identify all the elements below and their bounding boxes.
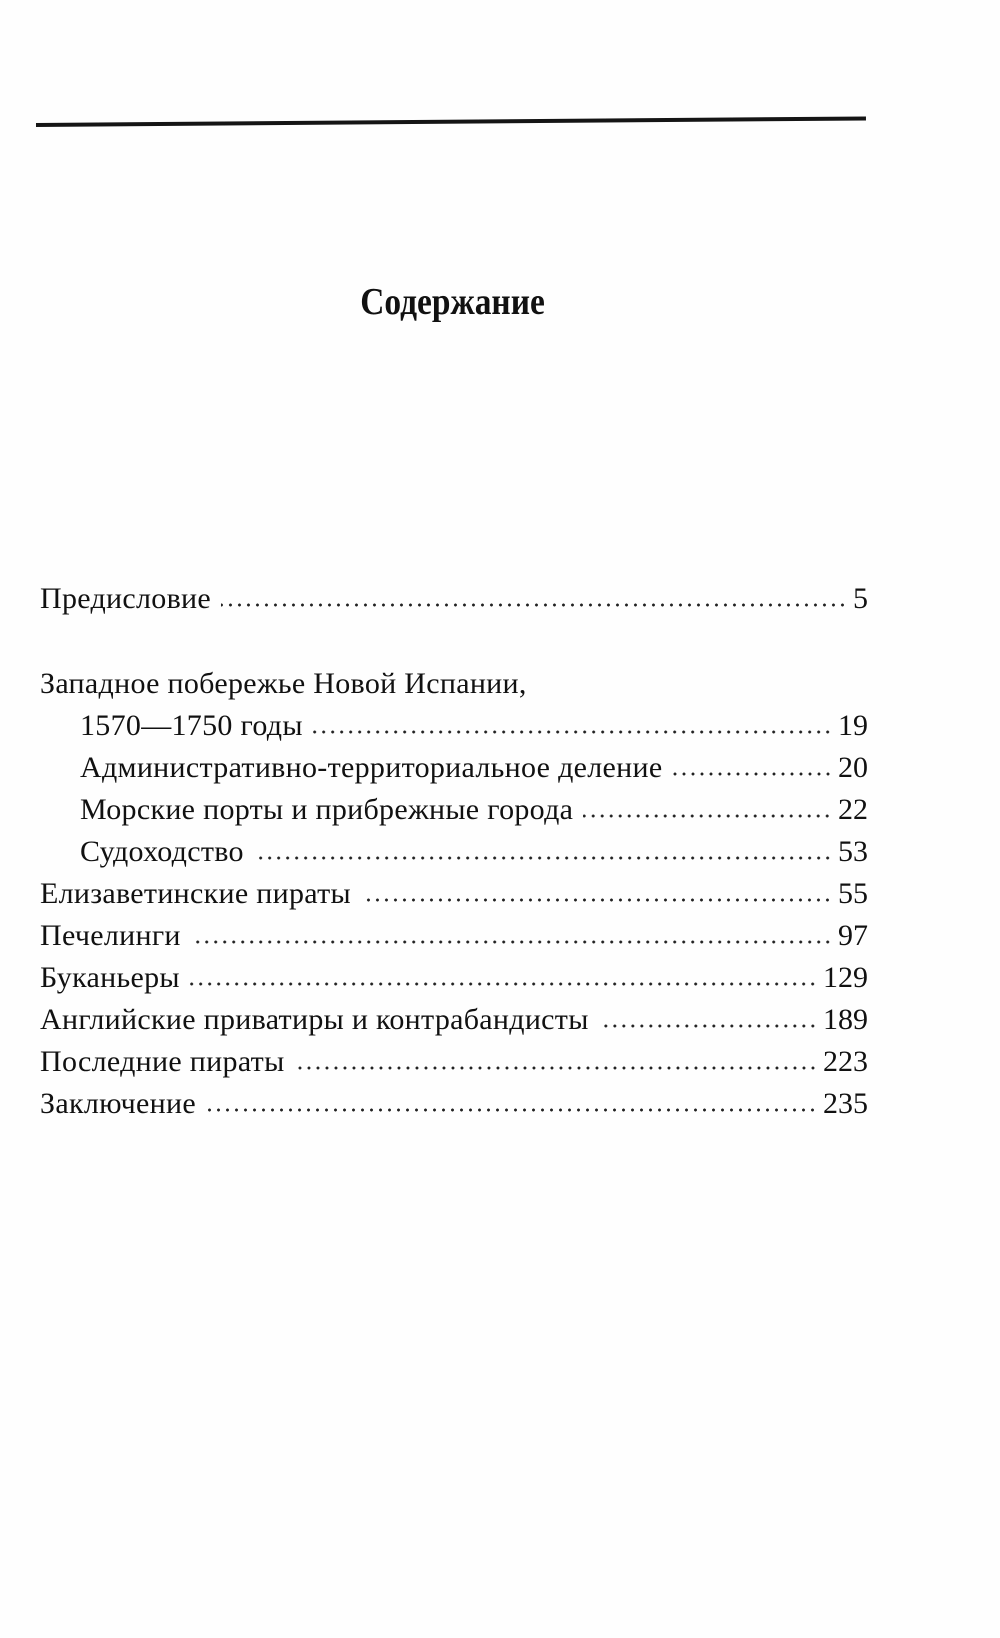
dot-leader [313,730,832,734]
toc-entry-label: Елизаветинские пираты [40,877,352,910]
toc-entry-label: Английские приватиры и контрабандисты [40,1003,589,1036]
toc-entry-label: Административно-территориальное деление [80,751,663,784]
toc-entry-shipping[interactable] [40,831,868,873]
top-rule-divider [36,116,866,127]
page-title: Содержание [360,281,545,323]
toc-entry-label: Западное побережье Новой Испании, [40,667,527,700]
dot-leader [361,898,832,902]
toc-entry-label: Буканьеры [40,961,180,994]
toc-entry-label: Заключение [40,1087,196,1120]
toc-page-number: 129 [823,961,868,994]
toc-entry-english-privateers[interactable] [40,999,868,1041]
toc-page-number: 20 [838,751,868,784]
toc-page-number: 97 [838,919,868,952]
dot-leader [583,814,832,818]
toc-entry-label: Печелинги [40,919,181,952]
toc-entry-elizabethan-pirates[interactable] [40,873,868,915]
dot-leader [599,1024,817,1028]
toc-entry-preface[interactable] [40,578,868,620]
table-of-contents [40,578,868,1125]
toc-page-number: 223 [823,1045,868,1078]
dot-leader [206,1108,817,1112]
toc-entry-last-pirates[interactable] [40,1041,868,1083]
dot-leader [295,1066,817,1070]
dot-leader [190,982,817,986]
dot-leader [191,940,832,944]
toc-page-number: 55 [838,877,868,910]
dot-leader [254,856,832,860]
dot-leader [673,772,833,776]
toc-page-number: 19 [838,709,868,742]
toc-page-number: 22 [838,793,868,826]
toc-entry-label: 1570—1750 годы [80,709,303,742]
toc-entry-pechelingi[interactable] [40,915,868,957]
toc-entry-conclusion[interactable] [40,1083,868,1125]
toc-entry-buccaneers[interactable] [40,957,868,999]
toc-entry-years[interactable] [40,705,868,747]
toc-entry-label: Предисловие [40,582,212,615]
toc-page-number: 189 [823,1003,868,1036]
toc-entry-seaports[interactable] [40,789,868,831]
toc-entry-label: Последние пираты [40,1045,285,1078]
dot-leader [221,603,847,607]
toc-entry-label: Морские порты и прибрежные города [80,793,574,826]
toc-page-number: 235 [823,1087,868,1120]
toc-entry-administrative-division[interactable] [40,747,868,789]
toc-entry-west-coast[interactable] [40,663,868,705]
toc-entry-label: Судоходство [80,835,244,868]
toc-page-number: 53 [838,835,868,868]
toc-page-number: 5 [853,582,868,615]
